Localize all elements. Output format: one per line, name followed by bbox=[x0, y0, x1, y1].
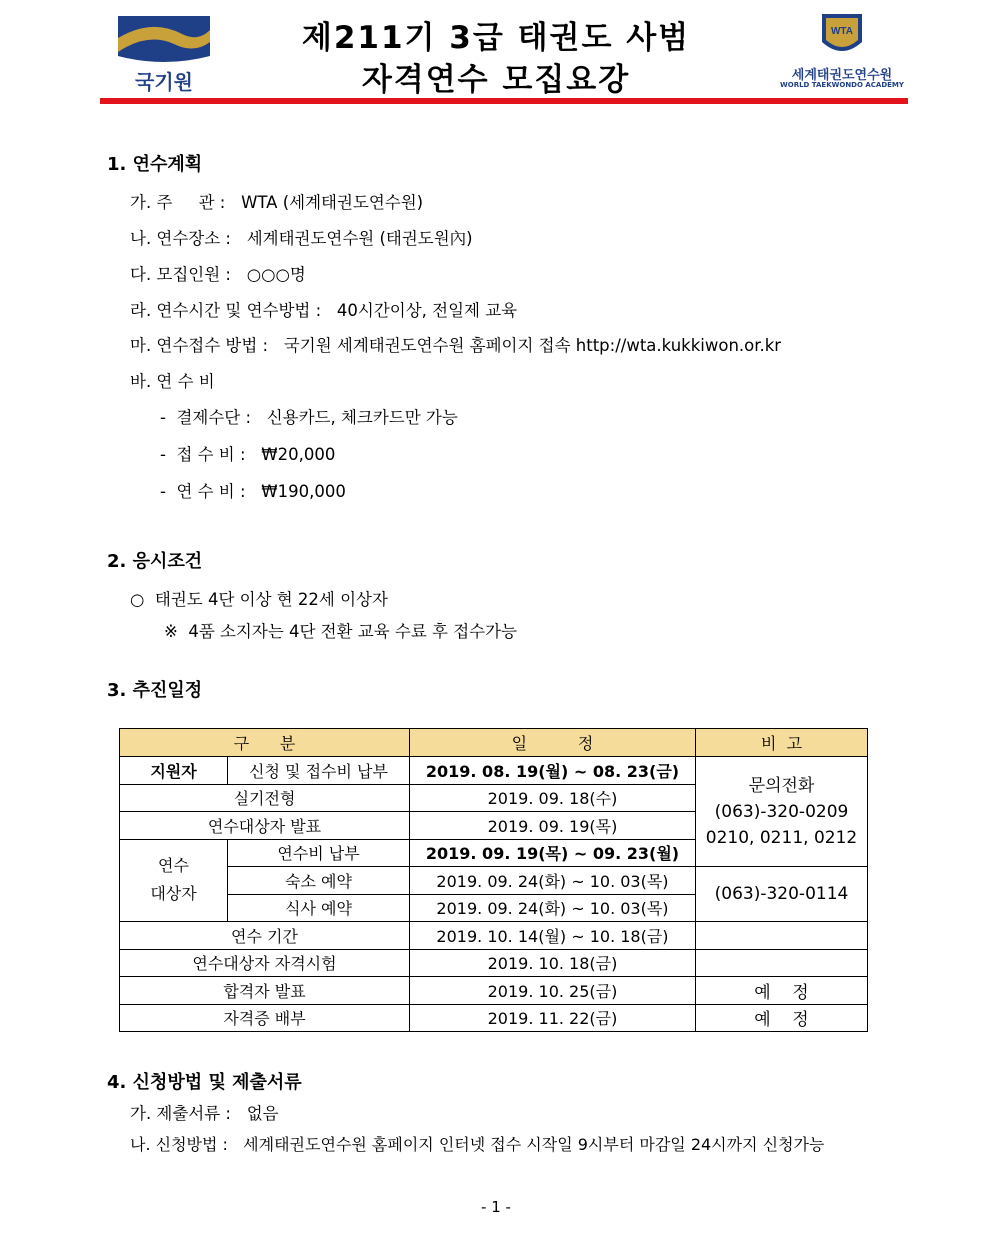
row-item: 숙소 예약 bbox=[228, 867, 410, 895]
row-note-empty bbox=[696, 922, 868, 950]
trainee-label-line2: 대상자 bbox=[150, 884, 197, 904]
table-row bbox=[120, 757, 868, 785]
wta-logo-text: 세계태권도연수원 bbox=[791, 68, 893, 83]
contact-label: 문의전화 bbox=[748, 775, 815, 796]
table-row bbox=[120, 949, 868, 977]
row-date: 2019. 10. 14(월) ~ 10. 18(금) bbox=[410, 922, 696, 950]
row-date: 2019. 11. 22(금) bbox=[410, 1004, 696, 1032]
kukkiwon-logo-text: 국기원 bbox=[135, 70, 193, 94]
s1-item-organizer: 가. 주 관 : WTA (세계태권도연수원) bbox=[130, 193, 424, 212]
row-item: 연수대상자 자격시험 bbox=[120, 949, 410, 977]
page-number: - 1 - bbox=[481, 1198, 511, 1216]
row-note: 예 정 bbox=[696, 1004, 868, 1032]
row-note: 예 정 bbox=[696, 977, 868, 1005]
row-date: 2019. 10. 25(금) bbox=[410, 977, 696, 1005]
s1-fee-application: - 접 수 비 : ₩20,000 bbox=[160, 445, 336, 464]
wta-badge-text: WTA bbox=[830, 26, 854, 37]
contact-note-1 bbox=[696, 757, 868, 867]
table-row bbox=[120, 922, 868, 950]
table-row bbox=[120, 977, 868, 1005]
section-4-heading: 4. 신청방법 및 제출서류 bbox=[107, 1072, 302, 1093]
s2-note: ※ 4품 소지자는 4단 전환 교육 수료 후 접수가능 bbox=[164, 622, 517, 641]
contact-extensions: 0210, 0211, 0212 bbox=[705, 827, 858, 848]
applicant-label: 지원자 bbox=[120, 757, 228, 785]
s4-documents: 가. 제출서류 : 없음 bbox=[130, 1104, 279, 1123]
header-category: 구 분 bbox=[120, 729, 410, 757]
s1-fee-payment: - 결제수단 : 신용카드, 체크카드만 가능 bbox=[160, 408, 458, 427]
section-1-heading: 1. 연수계획 bbox=[107, 154, 203, 175]
trainee-label bbox=[120, 839, 228, 922]
s4-method: 나. 신청방법 : 세계태권도연수원 홈페이지 인터넷 접수 시작일 9시부터 마감일 24시까지 신청가능 bbox=[130, 1135, 825, 1154]
s1-item-hours: 라. 연수시간 및 연수방법 : 40시간이상, 전일제 교육 bbox=[130, 301, 518, 320]
section-2-heading: 2. 응시조건 bbox=[107, 551, 203, 572]
row-date: 2019. 08. 19(월) ~ 08. 23(금) bbox=[410, 757, 696, 785]
row-item: 합격자 발표 bbox=[120, 977, 410, 1005]
schedule-table bbox=[119, 728, 868, 1032]
wta-shield-icon bbox=[772, 12, 912, 62]
row-date: 2019. 09. 19(목) bbox=[410, 812, 696, 840]
wta-logo bbox=[772, 12, 912, 92]
header-schedule: 일 정 bbox=[410, 729, 696, 757]
row-item: 연수비 납부 bbox=[228, 839, 410, 867]
table-row bbox=[120, 867, 868, 895]
s1-item-registration: 마. 연수접수 방법 : 국기원 세계태권도연수원 홈페이지 접속 http://wta.kukkiwon.or.kr bbox=[130, 336, 782, 355]
row-date: 2019. 09. 18(수) bbox=[410, 784, 696, 812]
wta-logo-subtext: WORLD TAEKWONDO ACADEMY bbox=[780, 81, 904, 89]
row-date: 2019. 10. 18(금) bbox=[410, 949, 696, 977]
row-note-empty bbox=[696, 949, 868, 977]
row-item: 식사 예약 bbox=[228, 894, 410, 922]
s1-fee-training: - 연 수 비 : ₩190,000 bbox=[160, 482, 346, 501]
s1-item-capacity: 다. 모집인원 : ○○○명 bbox=[130, 265, 306, 284]
trainee-label-line1: 연수 bbox=[158, 856, 189, 876]
row-item: 자격증 배부 bbox=[120, 1004, 410, 1032]
row-item: 연수 기간 bbox=[120, 922, 410, 950]
header-red-rule bbox=[100, 98, 908, 104]
row-item: 신청 및 접수비 납부 bbox=[228, 757, 410, 785]
row-item: 연수대상자 발표 bbox=[120, 812, 410, 840]
table-row bbox=[120, 1004, 868, 1032]
contact-phone: (063)-320-0209 bbox=[714, 801, 849, 822]
page-title-line2: 자격연수 모집요강 bbox=[361, 62, 631, 98]
row-item: 실기전형 bbox=[120, 784, 410, 812]
page-title-line1: 제211기 3급 태권도 사범 bbox=[301, 20, 691, 56]
s2-requirement: ○ 태권도 4단 이상 현 22세 이상자 bbox=[130, 590, 388, 609]
row-date: 2019. 09. 24(화) ~ 10. 03(목) bbox=[410, 867, 696, 895]
section-3-heading: 3. 추진일정 bbox=[107, 680, 203, 701]
s1-item-venue: 나. 연수장소 : 세계태권도연수원 (태권도원內) bbox=[130, 229, 473, 248]
row-date: 2019. 09. 24(화) ~ 10. 03(목) bbox=[410, 894, 696, 922]
header-remarks: 비 고 bbox=[696, 729, 868, 757]
row-date: 2019. 09. 19(목) ~ 09. 23(월) bbox=[410, 839, 696, 867]
table-header-row bbox=[120, 729, 868, 757]
s1-item-fees: 바. 연 수 비 bbox=[130, 372, 215, 391]
contact-note-2: (063)-320-0114 bbox=[696, 867, 868, 922]
